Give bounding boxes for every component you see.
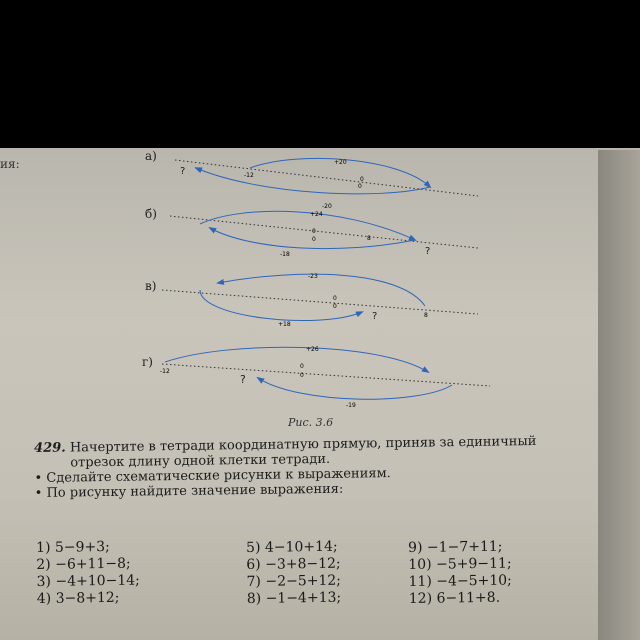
arc-top-label: +20	[334, 159, 347, 166]
panel-label: г)	[142, 355, 153, 369]
expressions-column-1	[36, 539, 140, 608]
arc-bottom	[200, 290, 362, 321]
panel-label: б)	[145, 207, 157, 221]
arc-top-label: +24	[310, 211, 323, 218]
expression: 3) −4+10−14;	[36, 572, 140, 590]
zero-label: 0	[360, 176, 364, 183]
panel-label: в)	[145, 279, 157, 293]
arc-bottom-label: +18	[278, 321, 291, 328]
expression: 12) 6−11+8.	[408, 589, 501, 607]
arc-bottom-label: -18	[280, 251, 290, 258]
task-bullet-1: • Сделайте схематические рисунки к выражениям.	[34, 466, 391, 486]
number-line	[162, 290, 478, 314]
point-label: 8	[367, 235, 371, 242]
zero-label: 0	[300, 363, 304, 370]
bullet-text: По рисунку найдите значение выражения:	[46, 481, 344, 501]
arc-top	[200, 211, 415, 240]
point-label: 8	[424, 312, 428, 319]
number-line	[170, 216, 478, 248]
panel-a	[145, 149, 478, 210]
expression: 7) −2−5+12;	[246, 572, 342, 590]
expression: 6) −3+8−12;	[246, 555, 341, 573]
question-mark: ?	[180, 166, 186, 177]
question-mark: ?	[425, 246, 431, 257]
number-line	[175, 160, 478, 196]
task-text-1: Начертите в тетради координатную прямую, приняв за единичный	[69, 433, 537, 456]
zero-label: 0	[312, 228, 316, 235]
task-text-2: отрезок длину одной клетки тетради.	[70, 451, 331, 471]
zero-label: 0	[333, 295, 337, 302]
panel-label: а)	[145, 149, 157, 163]
arc-bottom-label: -19	[346, 402, 356, 409]
expression: 1) 5−9+3;	[36, 538, 110, 556]
expression: 5) 4−10+14;	[246, 538, 338, 556]
zero-sub-label: 0	[312, 236, 316, 243]
expression: 10) −5+9−11;	[408, 555, 512, 573]
axis-left-label: -12	[160, 368, 170, 375]
task-429	[34, 433, 615, 501]
task-number: 429.	[34, 440, 66, 456]
bullet-text: Сделайте схематические рисунки к выражениям.	[46, 466, 391, 486]
figure-caption: Рис. 3.6	[288, 416, 334, 429]
expressions-column-3	[408, 539, 512, 608]
number-line	[162, 364, 490, 386]
expression: 11) −4−5+10;	[408, 572, 512, 590]
expressions-column-2	[246, 539, 341, 608]
expression: 8) −1−4+13;	[246, 589, 342, 607]
question-mark: ?	[240, 373, 246, 386]
zero-sub-label: 0	[358, 183, 362, 190]
expression: 9) −1−7+11;	[408, 538, 503, 556]
axis-left-label: -12	[244, 172, 254, 179]
task-bullet-2: • По рисунку найдите значение выражения:	[34, 481, 344, 501]
arc-bottom-label: -20	[322, 203, 332, 210]
arc-bottom	[196, 168, 430, 194]
question-mark: ?	[372, 311, 378, 322]
expression: 2) −6+11−8;	[36, 555, 131, 573]
margin-fragment: ия:	[0, 157, 20, 171]
zero-sub-label: 0	[333, 303, 337, 310]
panel-b	[145, 207, 478, 258]
arc-top	[165, 347, 428, 372]
expression: 4) 3−8+12;	[36, 589, 120, 607]
zero-sub-label: 0	[300, 372, 304, 379]
panel-c	[145, 273, 478, 328]
arc-top-label: +26	[306, 346, 319, 353]
arc-top	[218, 274, 425, 306]
arc-top-label: -23	[308, 273, 318, 280]
panel-d	[142, 346, 490, 409]
